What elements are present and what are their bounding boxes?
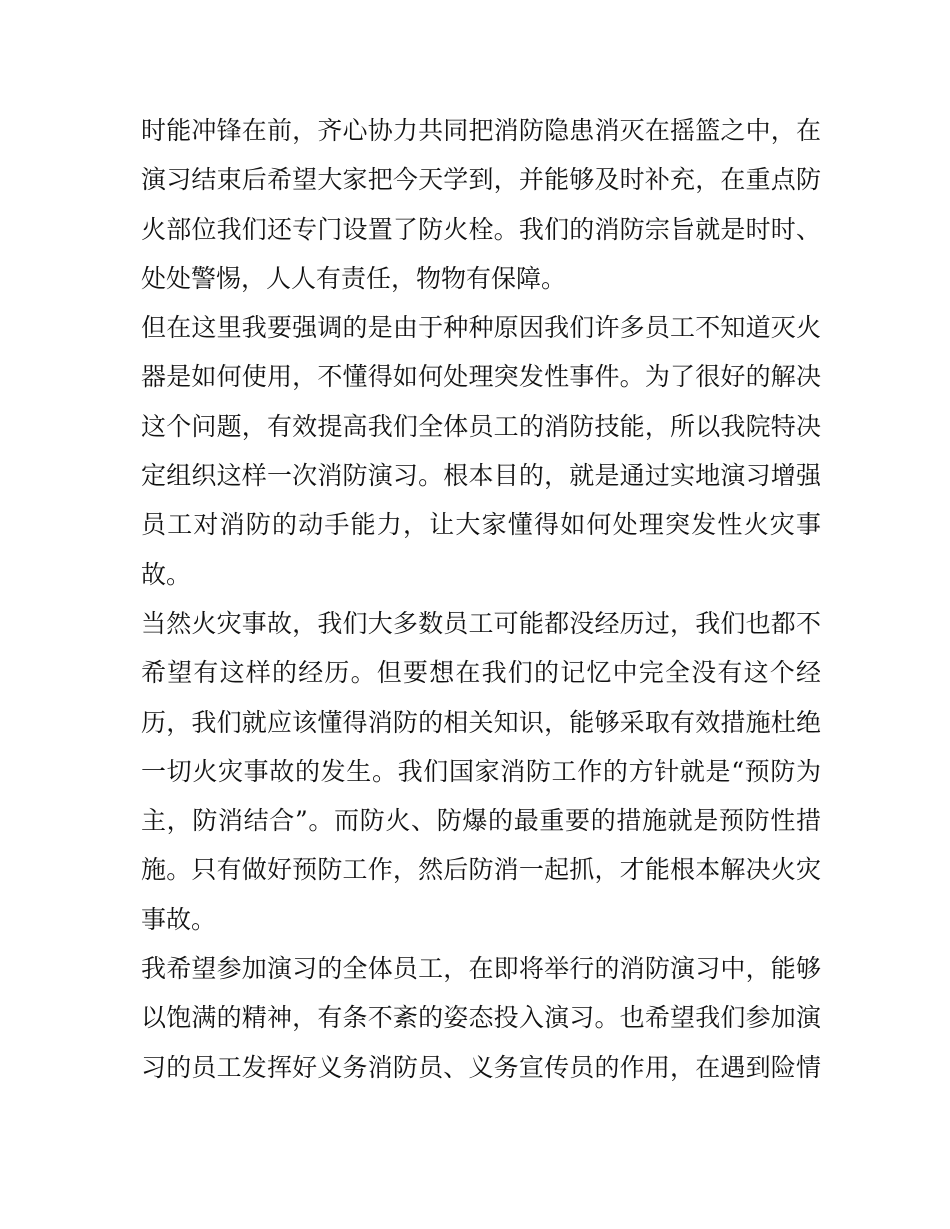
text-line: 事故。 bbox=[141, 904, 217, 934]
text-line: 处处警惕，人人有责任，物物有保障。 bbox=[141, 263, 567, 293]
text-line: 员工对消防的动手能力，让大家懂得如何处理突发性火灾事 bbox=[141, 510, 821, 540]
text-line: 施。只有做好预防工作，然后防消一起抓，才能根本解决火灾 bbox=[141, 855, 821, 885]
text-line: 主，防消结合”。而防火、防爆的最重要的措施就是预防性措 bbox=[141, 806, 821, 836]
text-line: 定组织这样一次消防演习。根本目的，就是通过实地演习增强 bbox=[141, 461, 821, 491]
text-line: 故。 bbox=[141, 559, 192, 589]
body-text bbox=[141, 106, 821, 1092]
text-line: 但在这里我要强调的是由于种种原因我们许多员工不知道灭火 bbox=[141, 313, 821, 343]
text-line: 希望有这样的经历。但要想在我们的记忆中完全没有这个经 bbox=[141, 658, 821, 688]
text-line: 火部位我们还专门设置了防火栓。我们的消防宗旨就是时时、 bbox=[141, 214, 821, 244]
text-line: 一切火灾事故的发生。我们国家消防工作的方针就是“预防为 bbox=[141, 756, 821, 786]
text-line: 以饱满的精神，有条不紊的姿态投入演习。也希望我们参加演 bbox=[141, 1003, 821, 1033]
text-line: 演习结束后希望大家把今天学到，并能够及时补充，在重点防 bbox=[141, 165, 821, 195]
text-line: 习的员工发挥好义务消防员、义务宣传员的作用，在遇到险情 bbox=[141, 1052, 821, 1082]
text-line: 时能冲锋在前，齐心协力共同把消防隐患消灭在摇篮之中，在 bbox=[141, 116, 821, 145]
text-line: 当然火灾事故，我们大多数员工可能都没经历过，我们也都不 bbox=[141, 608, 821, 638]
text-line: 历，我们就应该懂得消防的相关知识，能够采取有效措施杜绝 bbox=[141, 707, 821, 737]
text-line: 我希望参加演习的全体员工，在即将举行的消防演习中，能够 bbox=[141, 954, 821, 984]
text-line: 器是如何使用，不懂得如何处理突发性事件。为了很好的解决 bbox=[141, 362, 821, 392]
text-line: 这个问题，有效提高我们全体员工的消防技能，所以我院特决 bbox=[141, 411, 821, 441]
